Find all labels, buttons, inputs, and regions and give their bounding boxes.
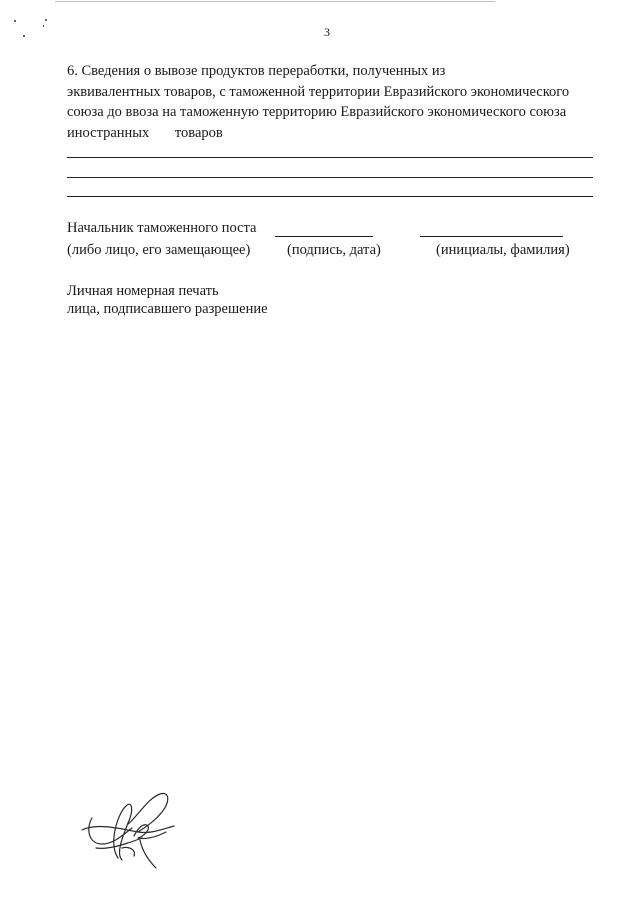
seal-label-line-1: Личная номерная печать — [67, 283, 219, 299]
position-note: (либо лицо, его замещающее) — [67, 242, 251, 258]
paragraph-line-3: союза до ввоза на таможенную территорию Евразийского экономического союза — [67, 104, 567, 120]
blank-fill-line — [67, 196, 593, 197]
word: товаров — [174, 124, 223, 141]
handwritten-signature — [78, 788, 190, 874]
word: вывозе — [154, 63, 198, 79]
signature-line — [275, 236, 373, 237]
name-caption: (инициалы, фамилия) — [436, 242, 570, 258]
section-6-paragraph — [67, 61, 598, 143]
word: полученных — [352, 63, 429, 79]
word: иностранных — [67, 124, 150, 141]
scan-speck — [43, 25, 44, 27]
top-scan-edge — [55, 1, 495, 2]
name-line — [420, 236, 563, 237]
signature-caption: (подпись, дата) — [287, 242, 381, 258]
word: из — [431, 63, 446, 79]
scan-speck — [23, 35, 25, 37]
word: о — [143, 63, 152, 79]
word: переработки, — [268, 63, 350, 79]
blank-fill-line — [67, 157, 593, 158]
word: 6. Сведения — [67, 63, 141, 79]
position-title: Начальник таможенного поста — [67, 220, 257, 236]
paragraph-line-2: эквивалентных товаров, с таможенной территории Евразийского экономического — [67, 83, 570, 100]
page-number: 3 — [324, 25, 330, 39]
blank-fill-line — [67, 177, 593, 178]
paragraph-line-4 — [67, 123, 598, 144]
seal-label-line-2: лица, подписавшего разрешение — [67, 301, 268, 317]
word: продуктов — [201, 63, 265, 79]
paragraph-line-1 — [67, 61, 598, 82]
scan-speck — [45, 19, 47, 21]
scan-speck — [14, 20, 16, 22]
